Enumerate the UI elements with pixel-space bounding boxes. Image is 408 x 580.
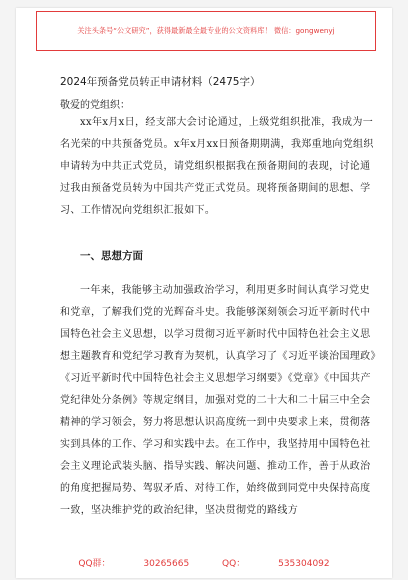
contact-footer: QQ群： 30265665 QQ： 535304092 bbox=[78, 559, 330, 569]
greeting: 敬爱的党组织： bbox=[60, 100, 130, 111]
paragraph-intro: xx年x月x日，经支部大会讨论通过，上级党组织批准，我成为一名光荣的中共预备党员。x年x月xx日预备期期满，我郑重地向党组织申请转为中共正式党员，请党组织根据我在预备期间的表现，讨论通过我由预备党员转为中国共产党正式党员。现将预备期间的思想、学习、工作情况向党组织汇报如下。 bbox=[60, 117, 374, 216]
document-title: 2024年预备党员转正申请材料（2475字） bbox=[60, 76, 261, 88]
paragraph-thought: 一年来，我能够主动加强政治学习，利用更多时间认真学习党史和党章，了解我们党的光辉奋斗史。我能够深刻领会习近平新时代中国特色社会主义思想，以学习贯彻习近平新时代中国特色社会主义思想主题教育和党纪学习教育为契机，认真学习了《习近平谈治国理政》《习近平新时代中国特色社会主义思想学习纲要》《党章》《中国共产党纪律处分条例》等规定纲目，加强对党的二十大和二十届三中全会精神的学习领会，努力将思想认识高度统一到中央要求上来，贯彻落实到具体的工作、学习和实践中去。在工作中，我坚持用中国特色社会主义理论武装头脑、指导实践、解决问题、推动工作，善于从政治的角度把握局势、驾驭矛盾、对待工作，始终做到同党中央保持高度一致，坚决维护党的政治纪律，坚决贯彻党的路线方 bbox=[60, 285, 376, 516]
section-heading-thought: 一、思想方面 bbox=[80, 250, 143, 262]
document-page bbox=[16, 8, 392, 578]
promo-banner: 关注头条号“公文研究”，获得最新最全最专业的公文资料库！ 微信：gongwenyj bbox=[36, 11, 376, 51]
